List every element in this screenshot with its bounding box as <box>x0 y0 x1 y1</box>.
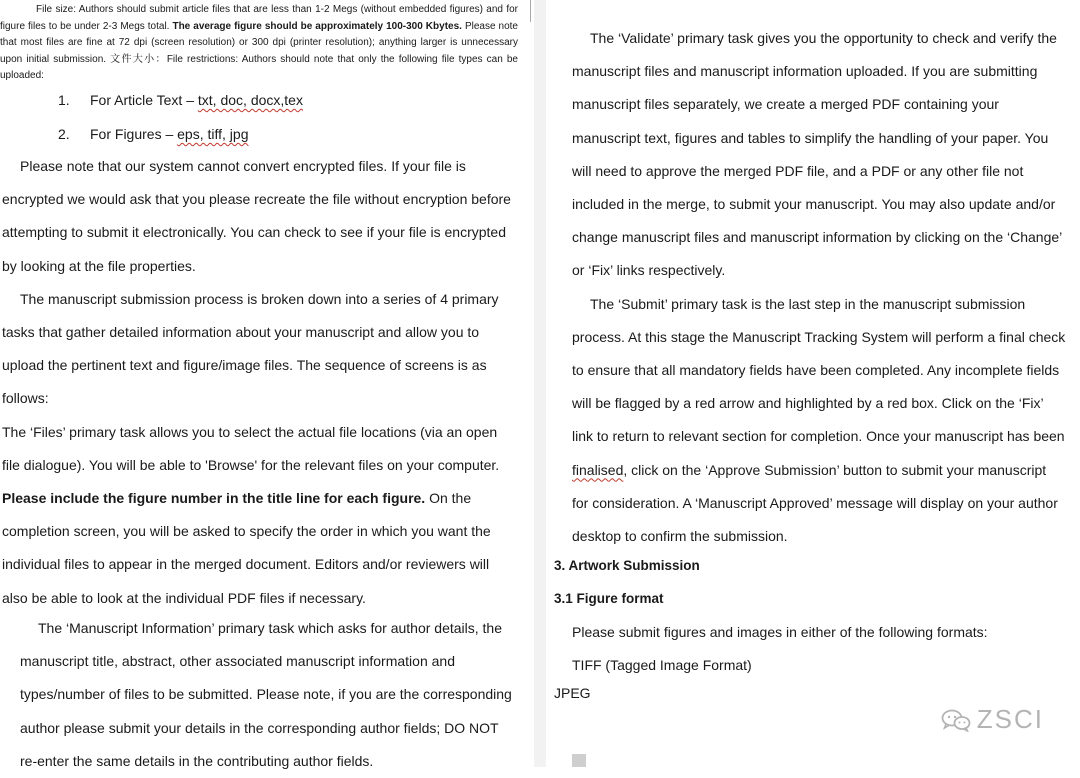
artwork-heading: 3. Artwork Submission <box>554 558 700 573</box>
right-body <box>572 22 1066 553</box>
files-task-paragraph: The ‘Files’ primary task allows you to select the actual file locations (via an open file dialogue). You will be able to 'Browse' for the relevant files on your computer. Please include the figure number in the title line for each figure. On the completion screen, you will be asked to specify the order in which you want the individual files to appear in the merged document. Editors and/or reviewers will also be able to look at the individual PDF files if necessary. <box>2 423 500 606</box>
validate-paragraph: The ‘Validate’ primary task gives you the opportunity to check and verify the manuscript files and manuscript information uploaded. If you are submitting manuscript files separately, we create a merged PDF containing your manuscript text, figures and tables to simplify the handling of your paper. You will need to approve the merged PDF file, and a PDF or any other file not included in the merge, to submit your manuscript. You may also update and/or change manuscript files and manuscript information by clicking on the ‘Change’ or ‘Fix’ links respectively. <box>572 30 1062 279</box>
figure-format-heading: 3.1 Figure format <box>554 591 664 606</box>
encrypted-paragraph: Please note that our system cannot convert encrypted files. If your file is encrypted we would ask that you please recreate the file without encryption before attempting to submit it electronically. You can check to see if your file is encrypted by looking at the file properties. <box>2 158 511 274</box>
list-item-figures: 2. For Figures – eps, tiff, jpg <box>58 126 249 142</box>
submit-paragraph: The ‘Submit’ primary task is the last step in the manuscript submission process. At this stage the Manuscript Tracking System will perform a final check to ensure that all mandatory fields have been completed. Any incomplete fields will be flagged by a red arrow and highlighted by a red box. Click on the ‘Fix’ link to return to relevant section for completion. Once your manuscript has been finalised, click on the ‘Approve Submission’ button to submit your manuscript for consideration. A ‘Manuscript Approved’ message will display on your author desktop to confirm the submission. <box>572 295 1066 545</box>
left-body <box>2 150 518 615</box>
page-gap <box>534 0 546 767</box>
watermark-text: ZSCI <box>976 704 1044 734</box>
format-tiff: TIFF (Tagged Image Format) <box>572 657 752 673</box>
gray-square <box>572 754 586 767</box>
format-jpeg: JPEG <box>554 685 591 701</box>
wechat-icon <box>941 708 971 732</box>
file-size-note: File size: Authors should submit article files that are less than 1-2 Megs (without embedded figures) and for figure files to be under 2-3 Megs total. The average figure should be approximately 100-300 Kbytes. Please note that most files are fine at 72 dpi (screen resolution) or 300 dpi (printer resolution); anything larger is unnecessary upon initial submission. 文件大小：File restrictions: Authors should note that only the following file types can be uploaded: <box>0 4 518 81</box>
left-page <box>0 0 532 769</box>
process-paragraph: The manuscript submission process is broken down into a series of 4 primary tasks that gather detailed information about your manuscript and allow you to upload the pertinent text and figure/image files. The sequence of screens is as follows: <box>2 290 499 407</box>
manuscript-info-paragraph: The ‘Manuscript Information’ primary task which asks for author details, the manuscript title, abstract, other associated manuscript information and types/number of files to be submitted. Please note, if you are the corresponding author please submit your details in the corresponding author fields; DO NOT re-enter the same details in the contributing author fields. <box>20 620 512 769</box>
watermark <box>941 704 1044 735</box>
list-item-article-text: 1. For Article Text – txt, doc, docx,tex <box>58 92 303 108</box>
manuscript-info-block <box>20 612 518 778</box>
formats-intro: Please submit figures and images in either of the following formats: <box>572 624 988 640</box>
